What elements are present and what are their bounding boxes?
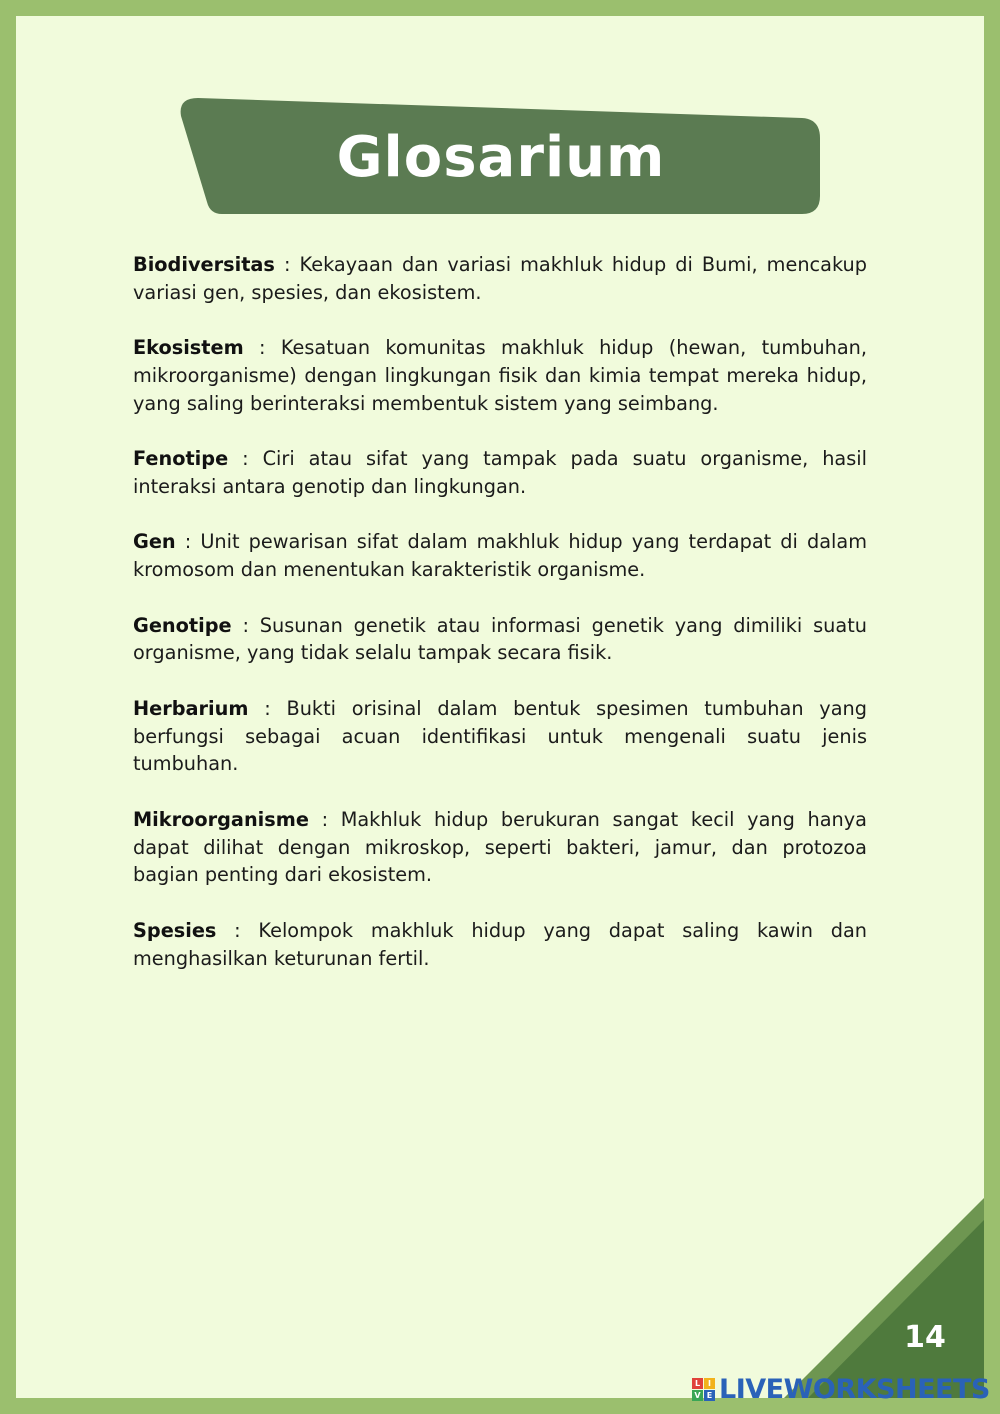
title-banner — [180, 96, 822, 218]
glossary-entry — [133, 445, 867, 501]
glossary-term: Fenotipe — [133, 447, 229, 471]
glossary-definition: : Kesatuan komunitas makhluk hidup (hewan, tumbuhan, mikroorganisme) dengan lingkungan fisik dan kimia tempat mereka hidup, yang saling berinteraksi membentuk sistem yang seimbang. — [133, 336, 867, 415]
glossary-term: Spesies — [133, 918, 217, 942]
logo-letter: L — [692, 1378, 703, 1389]
glossary-entry — [133, 612, 867, 668]
glossary-term: Ekosistem — [133, 336, 244, 360]
glossary-entry — [133, 806, 867, 889]
liveworksheets-watermark — [692, 1374, 990, 1404]
glossary-definition: : Unit pewarisan sifat dalam makhluk hidup yang terdapat di dalam kromosom dan menentukan karakteristik organisme. — [133, 530, 867, 582]
glossary-term: Biodiversitas — [133, 253, 275, 276]
glossary-definition: : Kekayaan dan variasi makhluk hidup di Bumi, mencakup variasi gen, spesies, dan ekosistem. — [133, 253, 867, 304]
glossary-term: Gen — [133, 530, 176, 554]
glossary-entry — [133, 528, 867, 584]
glossary-term: Mikroorganisme — [133, 807, 309, 831]
glossary-definition: : Susunan genetik atau informasi genetik yang dimiliki suatu organisme, yang tidak selalu tampak secara fisik. — [133, 613, 867, 665]
glossary-entry — [133, 334, 867, 417]
glossary-definition: : Makhluk hidup berukuran sangat kecil yang hanya dapat dilihat dengan mikroskop, seperti bakteri, jamur, dan protozoa bagian penting dari ekosistem. — [133, 807, 867, 887]
glossary-definition: : Ciri atau sifat yang tampak pada suatu organisme, hasil interaksi antara genotip dan lingkungan. — [133, 447, 867, 498]
logo-letter: I — [704, 1378, 715, 1389]
glossary-definition: : Bukti orisinal dalam bentuk spesimen tumbuhan yang berfungsi sebagai acuan identifikasi untuk mengenali suatu jenis tumbuhan. — [133, 696, 867, 776]
glossary-definition: : Kelompok makhluk hidup yang dapat saling kawin dan menghasilkan keturunan fertil. — [133, 918, 867, 970]
logo-letter: E — [704, 1390, 715, 1401]
page-title: Glosarium — [336, 124, 666, 190]
corner-decoration — [784, 1198, 984, 1398]
glossary-term: Genotipe — [133, 613, 232, 637]
glossary-entry — [133, 695, 867, 778]
logo-letter: V — [692, 1390, 703, 1401]
document-page — [16, 16, 984, 1398]
glossary-term: Herbarium — [133, 696, 249, 720]
watermark-text: LIVEWORKSHEETS — [719, 1373, 990, 1405]
glossary-entry — [133, 917, 867, 973]
page-number: 14 — [904, 1320, 946, 1355]
glossary-list — [133, 251, 867, 1000]
glossary-entry — [133, 251, 867, 307]
liveworksheets-logo-icon — [692, 1378, 715, 1401]
